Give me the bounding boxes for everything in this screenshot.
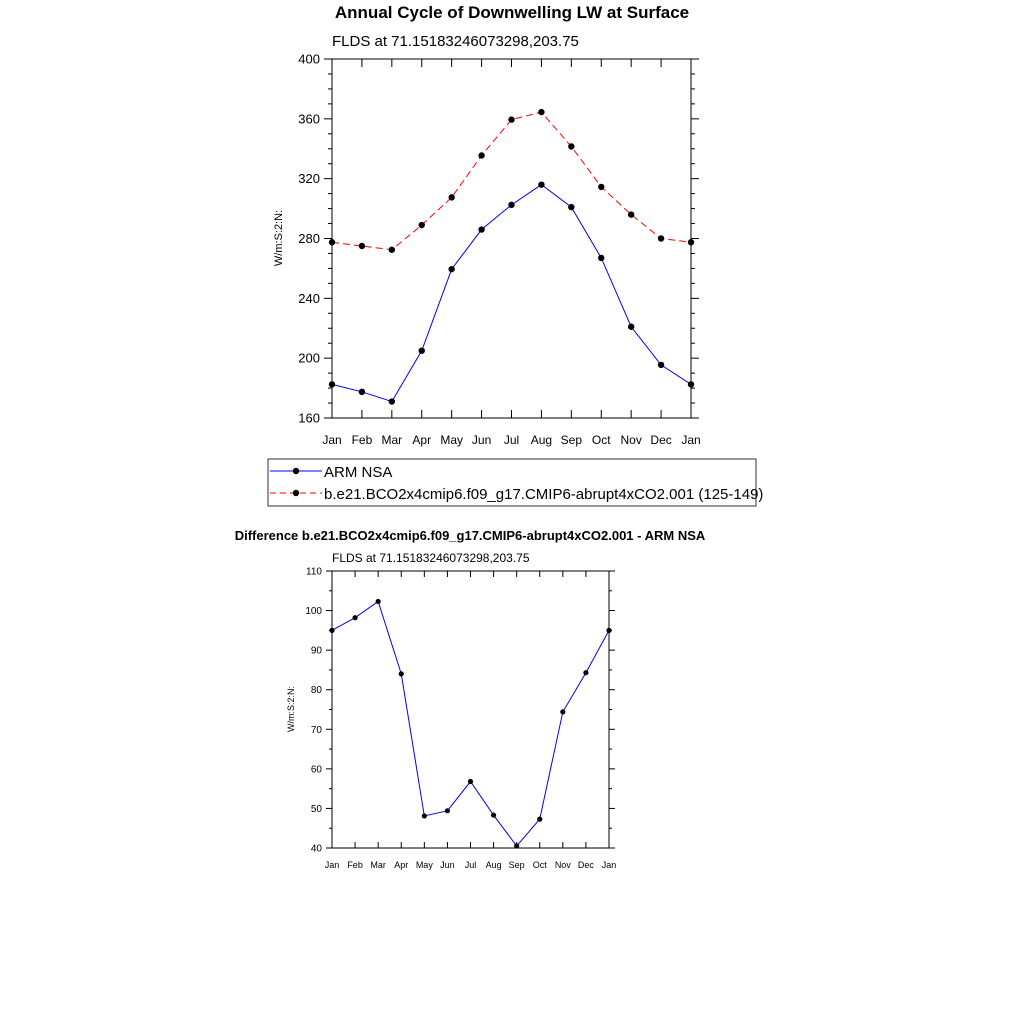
y-tick-label: 160: [298, 410, 320, 426]
data-point: [399, 671, 404, 676]
y-tick-label: 90: [310, 645, 322, 657]
x-tick-label: Oct: [591, 433, 611, 447]
y-tick-label: 320: [298, 171, 320, 187]
x-tick-label: Nov: [554, 860, 571, 870]
data-point: [389, 398, 395, 404]
chart-title: Annual Cycle of Downwelling LW at Surface: [334, 3, 690, 22]
data-point: [538, 109, 544, 115]
data-point: [598, 184, 604, 190]
x-tick-label: Mar: [370, 860, 386, 870]
data-point: [448, 194, 454, 200]
data-point: [560, 709, 565, 714]
x-tick-label: Oct: [532, 860, 547, 870]
x-tick-label: Jan: [324, 860, 340, 870]
data-point: [422, 813, 427, 818]
axis-ticks: [324, 59, 699, 418]
data-point: [478, 226, 484, 232]
y-tick-label: 400: [298, 51, 320, 67]
annual-cycle-chart: [268, 3, 763, 506]
axis-ticks: [326, 571, 615, 848]
y-axis-label: W/m:S:2:N:: [286, 685, 296, 733]
series-layer: [329, 109, 694, 405]
data-point: [448, 266, 454, 272]
data-point: [628, 324, 634, 330]
y-tick-label: 360: [298, 111, 320, 127]
legend-label-arm-nsa: ARM NSA: [324, 464, 393, 481]
tick-labels: [298, 52, 700, 447]
legend-marker-arm-nsa: [293, 468, 299, 474]
x-tick-label: Nov: [620, 433, 642, 447]
data-point: [538, 181, 544, 187]
y-tick-label: 70: [310, 724, 322, 736]
data-point: [508, 202, 514, 208]
data-point: [514, 843, 519, 848]
series-line-0: [332, 185, 691, 402]
data-point: [508, 116, 514, 122]
data-point: [583, 670, 588, 675]
series-line-1: [332, 112, 691, 250]
tick-labels: [305, 567, 616, 871]
x-tick-label: Aug: [485, 860, 502, 870]
y-tick-label: 110: [306, 566, 322, 578]
chart-subtitle: FLDS at 71.15183246073298,203.75: [332, 33, 579, 50]
legend: [268, 459, 763, 506]
x-tick-label: Jan: [322, 433, 342, 447]
y-tick-label: 60: [310, 764, 322, 776]
plot-frame: [332, 59, 691, 418]
data-point: [329, 381, 335, 387]
data-point: [568, 204, 574, 210]
data-point: [628, 211, 634, 217]
data-point: [419, 347, 425, 353]
series-line-0: [332, 601, 609, 846]
x-tick-label: Jul: [464, 860, 477, 870]
data-point: [376, 599, 381, 604]
x-tick-label: Aug: [530, 433, 553, 447]
y-axis-label: W/m:S:2:N:: [273, 209, 285, 267]
x-tick-label: Jul: [503, 433, 520, 447]
y-tick-label: 280: [298, 231, 320, 247]
data-point: [658, 362, 664, 368]
plot-frame: [332, 571, 609, 848]
chart-title: Difference b.e21.BCO2x4cmip6.f09_g17.CMIP6-abrupt4xCO2.001 - ARM NSA: [234, 528, 706, 543]
x-tick-label: Dec: [650, 433, 672, 447]
x-tick-label: Dec: [577, 860, 594, 870]
data-point: [352, 615, 357, 620]
x-tick-label: Jun: [471, 433, 492, 447]
data-point: [419, 222, 425, 228]
x-tick-label: Jan: [601, 860, 617, 870]
data-point: [598, 255, 604, 261]
y-tick-label: 200: [298, 350, 320, 366]
data-point: [329, 239, 335, 245]
data-point: [658, 235, 664, 241]
legend-marker-model: [293, 490, 299, 496]
x-tick-label: Jun: [440, 860, 455, 870]
y-tick-label: 80: [310, 685, 322, 697]
difference-chart: [235, 528, 706, 870]
x-tick-label: Sep: [508, 860, 525, 870]
x-tick-label: Feb: [351, 433, 373, 447]
data-point: [468, 779, 473, 784]
y-tick-label: 40: [310, 843, 322, 855]
data-point: [688, 381, 694, 387]
data-point: [606, 628, 611, 633]
x-tick-label: May: [415, 860, 433, 870]
chart-subtitle: FLDS at 71.15183246073298,203.75: [332, 551, 530, 565]
x-tick-label: Jan: [681, 433, 701, 447]
data-point: [537, 817, 542, 822]
series-layer: [329, 599, 611, 849]
x-tick-label: Apr: [412, 433, 432, 447]
x-tick-label: Sep: [560, 433, 583, 447]
x-tick-label: Mar: [381, 433, 403, 447]
data-point: [478, 152, 484, 158]
data-point: [688, 239, 694, 245]
data-point: [359, 389, 365, 395]
y-tick-label: 240: [298, 290, 320, 306]
y-tick-label: 100: [305, 606, 322, 618]
legend-label-model: b.e21.BCO2x4cmip6.f09_g17.CMIP6-abrupt4xCO2.001 (125-149): [324, 486, 764, 503]
data-point: [359, 243, 365, 249]
data-point: [491, 813, 496, 818]
data-point: [389, 247, 395, 253]
data-point: [568, 143, 574, 149]
data-point: [445, 808, 450, 813]
data-point: [329, 628, 334, 633]
x-tick-label: May: [440, 433, 464, 447]
x-tick-label: Apr: [394, 860, 409, 870]
y-tick-label: 50: [310, 803, 322, 815]
x-tick-label: Feb: [347, 860, 363, 870]
